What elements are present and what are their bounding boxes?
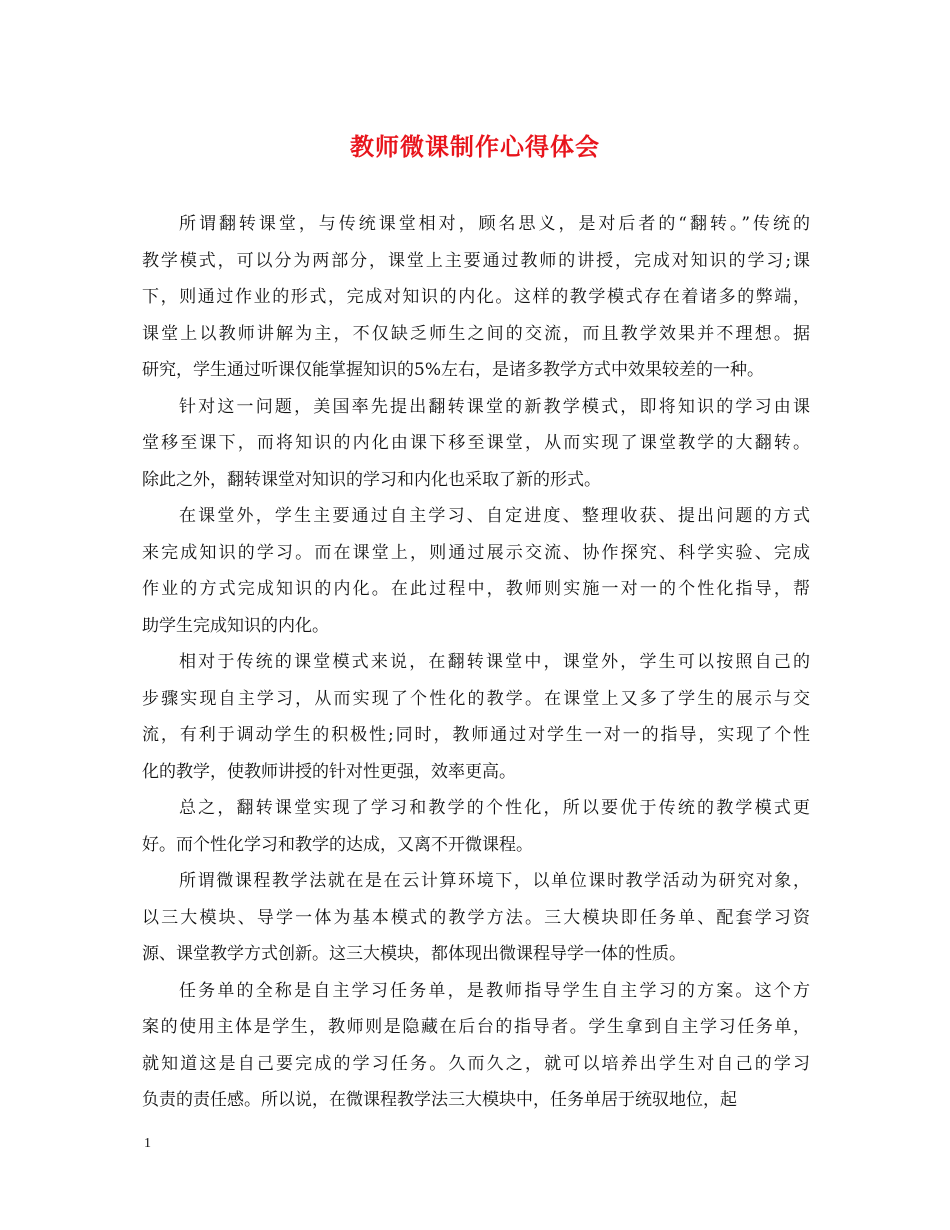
paragraph-line: 课堂上以教师讲解为主，不仅缺乏师生之间的交流，而且教学效果并不理想。据 <box>142 323 810 344</box>
paragraph-line: 任务单的全称是自主学习任务单，是教师指导学生自主学习的方案。这个方 <box>179 980 810 1001</box>
document-body <box>142 206 810 1119</box>
page-number: 1 <box>144 1136 151 1151</box>
paragraph-line: 助学生完成知识的内化。 <box>142 615 329 636</box>
paragraph-line: 在课堂外，学生主要通过自主学习、自定进度、整理收获、提出问题的方式 <box>179 506 810 526</box>
paragraph-line: 就知道这是自己要完成的学习任务。久而久之，就可以培养出学生对自己的学习 <box>142 1053 810 1074</box>
paragraph <box>142 498 810 644</box>
paragraph <box>142 790 810 863</box>
paragraph-line: 步骤实现自主学习，从而实现了个性化的教学。在课堂上又多了学生的展示与交 <box>142 688 810 709</box>
paragraph-line: 好。而个性化学习和教学的达成，又离不开微课程。 <box>142 834 533 855</box>
paragraph <box>142 863 810 973</box>
paragraph-line: 除此之外，翻转课堂对知识的学习和内化也采取了新的形式。 <box>142 469 601 490</box>
paragraph-line: 负责的责任感。所以说，在微课程教学法三大模块中，任务单居于统驭地位，起 <box>142 1090 737 1110</box>
paragraph-line: 针对这一问题，美国率先提出翻转课堂的新教学模式，即将知识的学习由课 <box>179 396 810 417</box>
paragraph-line: 所谓翻转课堂，与传统课堂相对，顾名思义，是对后者的“翻转。”传统的 <box>179 214 810 234</box>
paragraph-line: 所谓微课程教学法就在是在云计算环境下，以单位课时教学活动为研究对象， <box>179 871 810 891</box>
paragraph-line: 研究，学生通过听课仅能掌握知识的5%左右，是诸多教学方式中效果较差的一种。 <box>142 360 764 380</box>
paragraph-line: 总之，翻转课堂实现了学习和教学的个性化，所以要优于传统的教学模式更 <box>179 798 810 818</box>
paragraph-line: 化的教学，使教师讲授的针对性更强，效率更高。 <box>142 761 516 782</box>
paragraph-line: 相对于传统的课堂模式来说，在翻转课堂中，课堂外，学生可以按照自己的 <box>179 652 810 672</box>
paragraph-line: 下，则通过作业的形式，完成对知识的内化。这样的教学模式存在着诸多的弊端， <box>142 287 810 307</box>
paragraph <box>142 973 810 1119</box>
paragraph-line: 教学模式，可以分为两部分，课堂上主要通过教师的讲授，完成对知识的学习;课 <box>142 250 810 271</box>
paragraph-line: 作业的方式完成知识的内化。在此过程中，教师则实施一对一的个性化指导，帮 <box>142 579 810 599</box>
paragraph-line: 以三大模块、导学一体为基本模式的教学方法。三大模块即任务单、配套学习资 <box>142 907 810 928</box>
paragraph <box>142 206 810 389</box>
paragraph-line: 流，有利于调动学生的积极性;同时，教师通过对学生一对一的指导，实现了个性 <box>142 725 810 745</box>
paragraph-line: 源、课堂教学方式创新。这三大模块，都体现出微课程导学一体的性质。 <box>142 944 686 964</box>
paragraph <box>142 644 810 790</box>
paragraph-line: 案的使用主体是学生，教师则是隐藏在后台的指导者。学生拿到自主学习任务单， <box>142 1017 810 1037</box>
document-title: 教师微课制作心得体会 <box>350 132 600 161</box>
paragraph-line: 来完成知识的学习。而在课堂上，则通过展示交流、协作探究、科学实验、完成 <box>142 542 810 563</box>
paragraph-line: 堂移至课下，而将知识的内化由课下移至课堂，从而实现了课堂教学的大翻转。 <box>142 433 810 453</box>
paragraph <box>142 389 810 499</box>
